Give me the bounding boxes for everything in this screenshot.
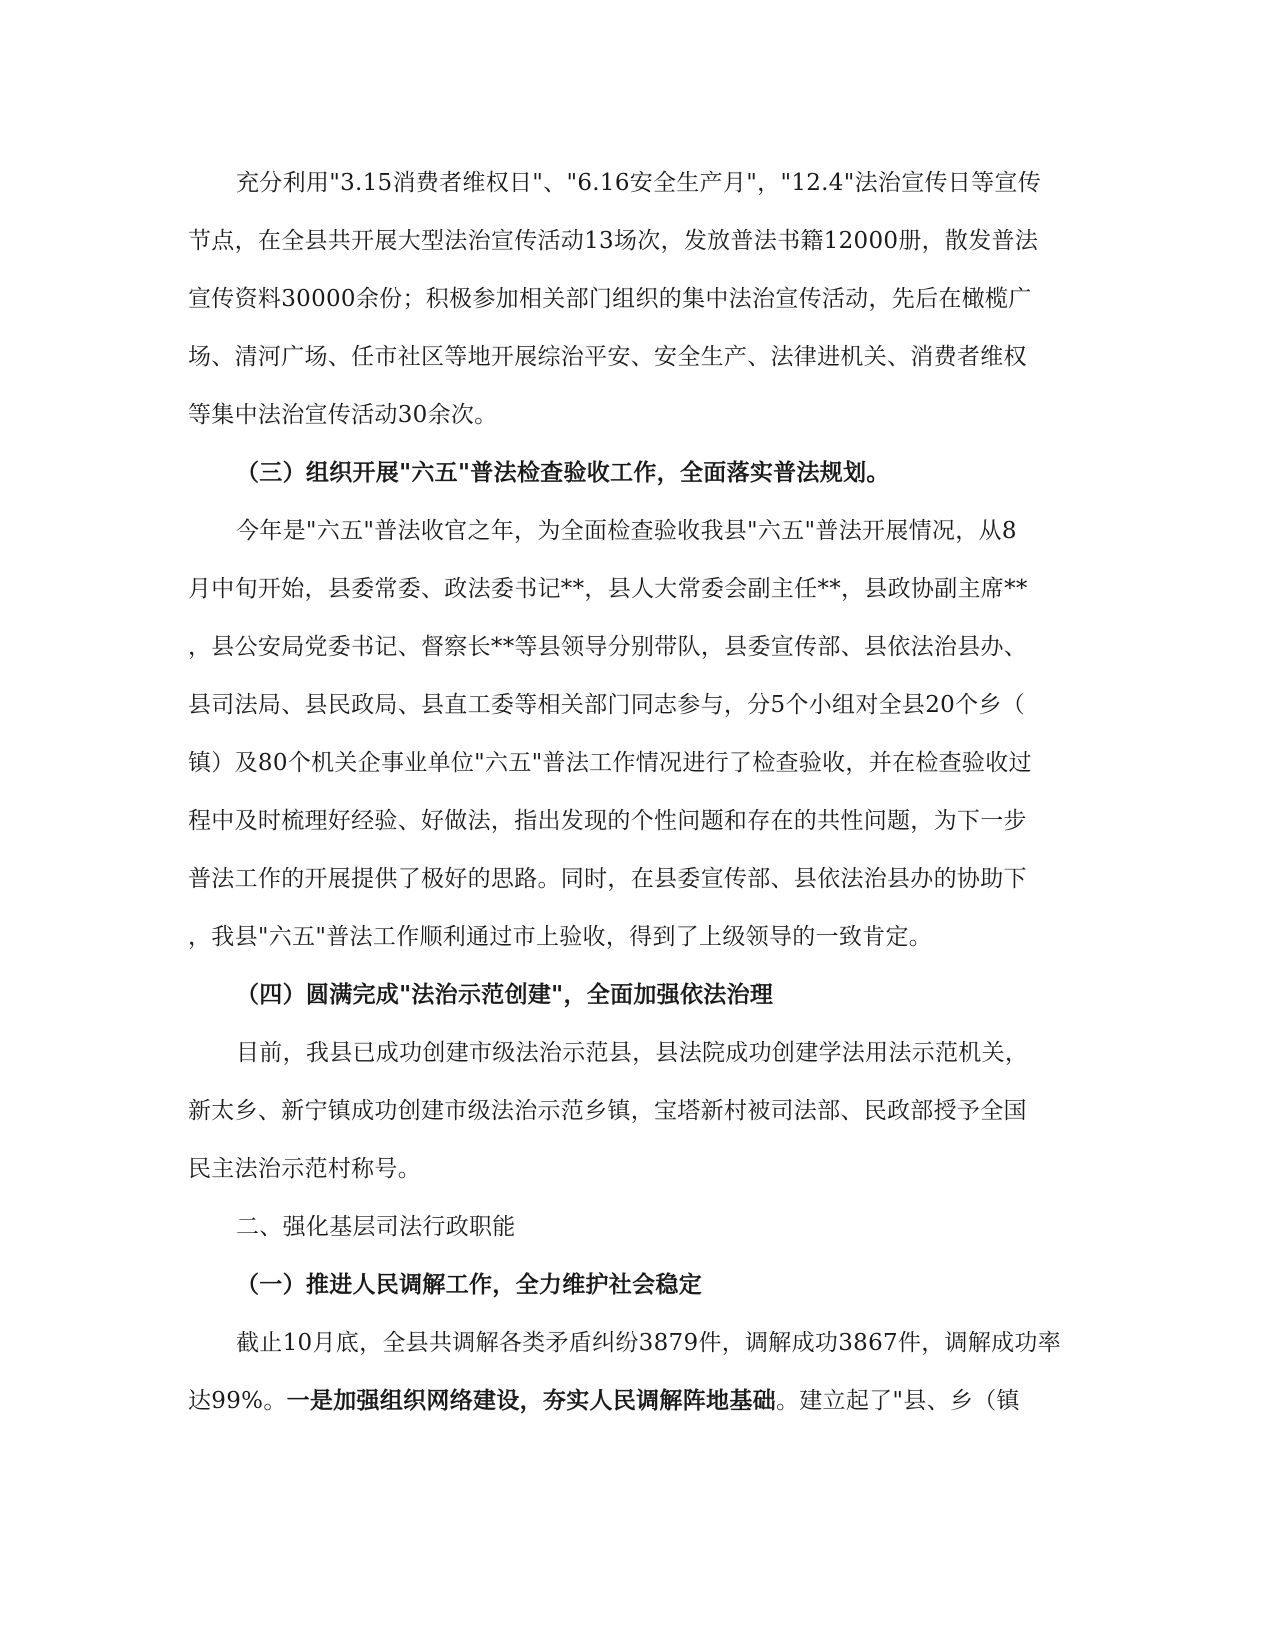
- paragraph-line: 今年是"六五"普法收官之年，为全面检查验收我县"六五"普法开展情况，从8: [236, 518, 1017, 544]
- paragraph-line: 程中及时梳理好经验、好做法，指出发现的个性问题和存在的共性问题，为下一步: [188, 808, 1027, 834]
- bold-emphasis: 一是加强组织网络建设，夯实人民调解阵地基础: [286, 1387, 776, 1414]
- paragraph-line: ，我县"六五"普法工作顺利通过市上验收，得到了上级领导的一致肯定。: [188, 924, 933, 950]
- section-heading-1: （一）推进人民调解工作，全力维护社会稳定: [236, 1271, 702, 1298]
- paragraph-line: 节点，在全县共开展大型法治宣传活动13场次，发放普法书籍12000册，散发普法: [188, 228, 1039, 254]
- paragraph-line: 民主法治示范村称号。: [188, 1156, 421, 1182]
- paragraph-line: 场、清河广场、任市社区等地开展综治平安、安全生产、法律进机关、消费者维权: [188, 344, 1027, 370]
- line-prefix: 达99%。: [188, 1388, 287, 1414]
- paragraph-line: 充分利用"3.15消费者维权日"、"6.16安全生产月"，"12.4"法治宣传日等宣传: [236, 170, 1042, 196]
- paragraph-line: 镇）及80个机关企事业单位"六五"普法工作情况进行了检查验收，并在检查验收过: [188, 750, 1032, 776]
- paragraph-line: 普法工作的开展提供了极好的思路。同时，在县委宣传部、县依法治县办的协助下: [188, 866, 1027, 892]
- paragraph-line: 宣传资料30000余份；积极参加相关部门组织的集中法治宣传活动，先后在橄榄广: [188, 286, 1032, 312]
- paragraph-line: 月中旬开始，县委常委、政法委书记**，县人大常委会副主任**，县政协副主席**: [188, 576, 1028, 602]
- paragraph-line: 等集中法治宣传活动30余次。: [188, 402, 498, 428]
- paragraph-line-mixed: [188, 1386, 1088, 1416]
- paragraph-line: ，县公安局党委书记、督察长**等县领导分别带队，县委宣传部、县依法治县办、: [188, 634, 1028, 660]
- paragraph-line: 截止10月底，全县共调解各类矛盾纠纷3879件，调解成功3867件，调解成功率: [236, 1330, 1062, 1356]
- line-suffix: 。建立起了"县、乡（镇: [775, 1388, 1020, 1414]
- section-heading-3: （三）组织开展"六五"普法检查验收工作，全面落实普法规划。: [236, 459, 890, 486]
- paragraph-line: 目前，我县已成功创建市级法治示范县，县法院成功创建学法用法示范机关，: [236, 1040, 1029, 1066]
- section-heading-4: （四）圆满完成"法治示范创建"，全面加强依法治理: [236, 981, 774, 1008]
- chapter-heading-2: 二、强化基层司法行政职能: [236, 1214, 516, 1240]
- paragraph-line: 新太乡、新宁镇成功创建市级法治示范乡镇，宝塔新村被司法部、民政部授予全国: [188, 1098, 1027, 1124]
- paragraph-line: 县司法局、县民政局、县直工委等相关部门同志参与，分5个小组对全县20个乡（: [188, 692, 1025, 718]
